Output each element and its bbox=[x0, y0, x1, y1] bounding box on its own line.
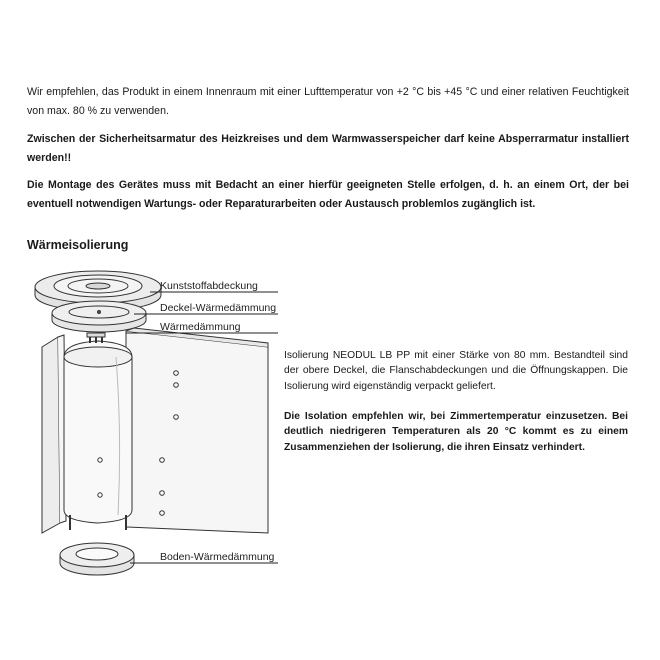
intro-paragraph: Wir empfehlen, das Produkt in einem Innenraum mit einer Lufttemperatur von +2 °C bis +45 °C und einer relativen Feuchtigkeit von max. 80 % zu verwenden. bbox=[27, 86, 629, 117]
storage-tank-drawing bbox=[64, 333, 132, 530]
warning-paragraph: Zwischen der Sicherheitsarmatur des Heizkreises und dem Warmwasserspeicher darf keine Absperrarmatur installiert werden!! bbox=[27, 133, 629, 164]
section-heading: Wärmeisolierung bbox=[27, 238, 129, 252]
installation-paragraph: Die Montage des Gerätes muss mit Bedacht an einer hierfür geeigneten Stelle erfolgen, d. h. an einem Ort, der bei eventuell notwendigen Wartungs- oder Reparaturarbeiten oder Austausch problemlos zugänglich ist. bbox=[27, 179, 629, 210]
bottom-insulation-drawing bbox=[60, 543, 134, 575]
insulation-description: Isolierung NEODUL LB PP mit einer Stärke von 80 mm. Bestandteil sind der obere Deckel, die Flanschabdeckungen und die Öffnungskappen. Die Isolierung wird eigenständig verpackt geliefert. bbox=[284, 350, 628, 392]
insulation-diagram bbox=[30, 265, 285, 590]
label-bottom-insulation: Boden-Wärmedämmung bbox=[160, 551, 275, 563]
label-insulation: Wärmedämmung bbox=[160, 321, 241, 333]
label-lid-insulation: Deckel-Wärmedämmung bbox=[160, 302, 277, 314]
lid-insulation-drawing bbox=[52, 301, 146, 332]
left-jacket-drawing bbox=[42, 335, 66, 533]
label-top-cover: Kunststoffabdeckung bbox=[160, 280, 258, 292]
temperature-recommendation: Die Isolation empfehlen wir, bei Zimmertemperatur einzusetzen. Bei deutlich niedrigeren Temperaturen als 20 °C kommt es zu einem Zusammenziehen der Isolierung, die ihren Einsatz verhindert. bbox=[284, 411, 628, 453]
right-jacket-drawing bbox=[126, 328, 268, 533]
